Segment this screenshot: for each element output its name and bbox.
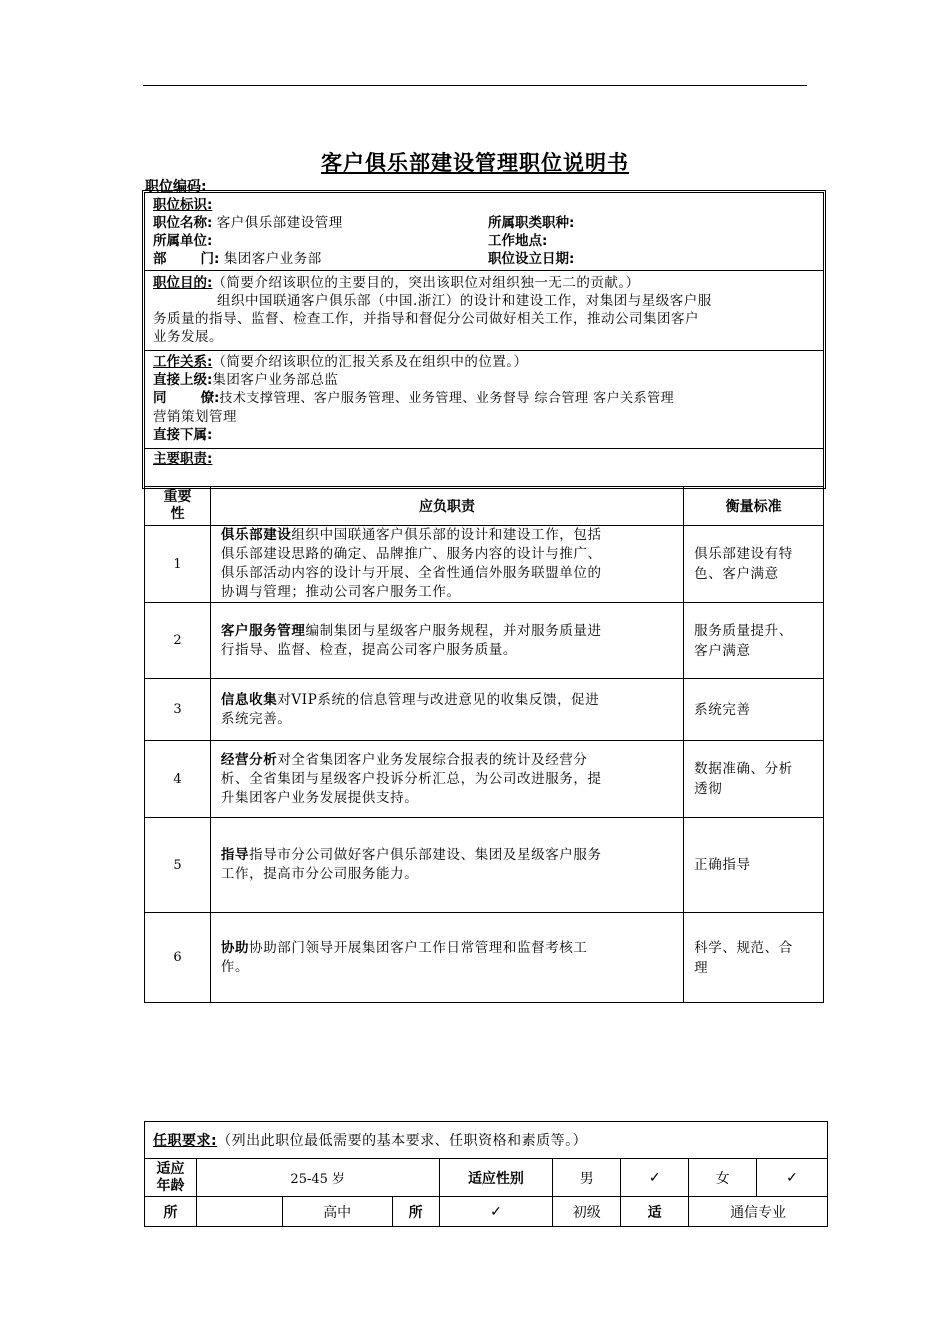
duty-heading: 指导 [220, 847, 250, 863]
duty-heading: 俱乐部建设 [220, 527, 292, 543]
table-row [145, 679, 824, 741]
table-row [145, 741, 824, 818]
superior-label: 直接上级: [153, 372, 213, 388]
duty-responsibility [210, 741, 683, 818]
male-label: 男 [553, 1159, 621, 1197]
standard-line-2: 色、客户满意 [694, 566, 779, 582]
duty-text-line-3: 俱乐部活动内容的设计与开展、全省性通信外服务联盟单位的 [220, 565, 602, 581]
duty-text-line-3: 升集团客户业务发展提供支持。 [220, 789, 419, 806]
duty-heading: 经营分析 [220, 751, 278, 768]
position-name-label: 职位名称: [153, 215, 213, 231]
requirements-label: 任职要求: [153, 1133, 218, 1149]
identity-section [145, 193, 823, 271]
superior-value: 集团客户业务部总监 [212, 372, 339, 388]
subordinate-label: 直接下属: [153, 427, 213, 443]
identity-label: 职位标识: [153, 197, 213, 213]
duty-heading: 客户服务管理 [220, 622, 306, 639]
peer-label-a: 同 [153, 390, 167, 406]
age-label-line-2: 年龄 [156, 1177, 185, 1194]
duty-number: 1 [145, 526, 211, 603]
purpose-note: （简要介绍该职位的主要目的，突出该职位对组织独一无二的贡献。） [212, 275, 640, 291]
table-row [145, 818, 824, 913]
relations-label: 工作关系: [153, 354, 213, 370]
duty-responsibility [210, 818, 683, 913]
dept-label-a: 部 [153, 251, 167, 267]
standard-line-1: 服务质量提升、 [694, 622, 793, 639]
education-level: 高中 [282, 1197, 392, 1227]
standard-line-2: 透彻 [694, 781, 723, 797]
requirements-note: （列出此职位最低需要的基本要求、任职资格和素质等。） [217, 1133, 588, 1149]
duty-text-line-2: 俱乐部建设思路的确定、品牌推广、服务内容的设计与推广、 [220, 546, 602, 562]
duty-heading: 信息收集 [220, 691, 278, 708]
responsibility-header: 应负职责 [210, 487, 683, 526]
standard-line-1: 俱乐部建设有特 [694, 546, 793, 562]
table-row [145, 603, 824, 679]
female-check: ✓ [757, 1159, 828, 1197]
duty-text-line-4: 协调与管理；推动公司客户服务工作。 [220, 584, 461, 600]
duty-standard [684, 818, 824, 913]
duty-text-line-1: 指导市分公司做好客户俱乐部建设、集团及星级客户服务 [249, 847, 602, 863]
duties-table [144, 486, 824, 1003]
title-check: ✓ [439, 1197, 553, 1227]
table-row [145, 526, 824, 603]
unit-label: 所属单位: [153, 233, 213, 249]
duty-standard [684, 679, 824, 741]
duty-text-line-1: 协助部门领导开展集团客户工作日常管理和监督考核工 [249, 939, 588, 956]
purpose-line-3: 业务发展。 [153, 329, 223, 345]
duty-standard [684, 603, 824, 679]
duties-header-row [145, 487, 824, 526]
relations-note: （简要介绍该职位的汇报关系及在组织中的位置。） [212, 354, 528, 370]
duty-number: 5 [145, 818, 211, 913]
standard-line-2: 客户满意 [694, 642, 751, 659]
duty-number: 3 [145, 679, 211, 741]
education-blank [196, 1197, 282, 1227]
requirements-title-cell [145, 1122, 828, 1159]
duty-responsibility [210, 526, 683, 603]
purpose-line-1: 组织中国联通客户俱乐部（中国.浙江）的设计和建设工作，对集团与星级客户服 [217, 293, 712, 309]
education-label: 所 [145, 1197, 197, 1227]
duty-heading: 协助 [220, 939, 250, 956]
standard-line-1: 科学、规范、合 [694, 939, 793, 956]
duty-responsibility [210, 679, 683, 741]
duty-number: 4 [145, 741, 211, 818]
peer-label-b: 僚: [200, 390, 220, 406]
purpose-section [145, 271, 823, 351]
importance-header-line-1: 重要 [163, 489, 192, 505]
establish-date-label: 职位设立日期: [488, 251, 575, 267]
major-value: 通信专业 [689, 1197, 828, 1227]
title-label: 所 [392, 1197, 439, 1227]
age-label [145, 1159, 197, 1197]
category-label: 所属职类职种: [488, 215, 575, 231]
standard-line-1: 数据准确、分析 [694, 761, 793, 777]
age-gender-row [145, 1159, 828, 1197]
standard-line-1: 正确指导 [694, 857, 751, 873]
duty-standard [684, 913, 824, 1003]
purpose-line-2: 务质量的指导、监督、检查工作，并指导和督促分公司做好相关工作，推动公司集团客户 [153, 311, 699, 327]
duty-text-line-1: 组织中国联通客户俱乐部的设计和建设工作，包括 [291, 527, 602, 543]
education-row [145, 1197, 828, 1227]
age-value: 25-45 岁 [196, 1159, 439, 1197]
duty-text-line-1: 对全省集团客户业务发展综合报表的统计及经营分 [277, 751, 588, 768]
major-label: 适 [621, 1197, 689, 1227]
position-name-value: 客户俱乐部建设管理 [216, 215, 343, 231]
table-row [145, 913, 824, 1003]
duty-standard [684, 526, 824, 603]
position-info-box [144, 192, 824, 487]
duty-standard [684, 741, 824, 818]
standard-header: 衡量标准 [684, 487, 824, 526]
location-label: 工作地点: [488, 233, 548, 249]
duty-text-line-2: 行指导、监督、检查，提高公司客户服务质量。 [220, 641, 518, 658]
peer-value-line-1: 技术支撑管理、客户服务管理、业务管理、业务督导 综合管理 客户关系管理 [219, 391, 675, 406]
title-level: 初级 [553, 1197, 621, 1227]
standard-line-2: 理 [694, 959, 709, 976]
duty-text-line-1: 编制集团与星级客户服务规程，并对服务质量进 [305, 622, 602, 639]
male-check: ✓ [621, 1159, 689, 1197]
duty-responsibility [210, 603, 683, 679]
female-label: 女 [689, 1159, 757, 1197]
standard-line-1: 系统完善 [694, 701, 751, 718]
purpose-label: 职位目的: [153, 275, 213, 291]
duty-text-line-2: 析、全省集团与星级客户投诉分析汇总，为公司改进服务，提 [220, 770, 602, 787]
dept-label-b: 门: [200, 251, 220, 267]
requirements-title-row [145, 1122, 828, 1159]
duty-text-line-1: 对VIP系统的信息管理与改进意见的收集反馈，促进 [277, 691, 600, 708]
peer-value-line-2: 营销策划管理 [153, 409, 237, 425]
duty-number: 6 [145, 913, 211, 1003]
duty-number: 2 [145, 603, 211, 679]
age-label-line-1: 适应 [156, 1160, 185, 1177]
page-title: 客户俱乐部建设管理职位说明书 [321, 151, 629, 175]
dept-value: 集团客户业务部 [223, 251, 322, 267]
duty-text-line-2: 作。 [220, 958, 250, 975]
position-code-label: 职位编码: [145, 179, 207, 195]
duty-text-line-2: 系统完善。 [220, 710, 292, 727]
gender-label: 适应性别 [439, 1159, 553, 1197]
duty-responsibility [210, 913, 683, 1003]
importance-header-line-2: 性 [170, 506, 185, 522]
relations-section [145, 351, 823, 449]
duty-text-line-2: 工作，提高市分公司服务能力。 [220, 866, 419, 882]
importance-header [145, 487, 211, 526]
requirements-table [144, 1121, 828, 1227]
duties-label-section [145, 449, 823, 486]
duties-label: 主要职责: [153, 451, 213, 467]
header-rule [143, 85, 807, 86]
